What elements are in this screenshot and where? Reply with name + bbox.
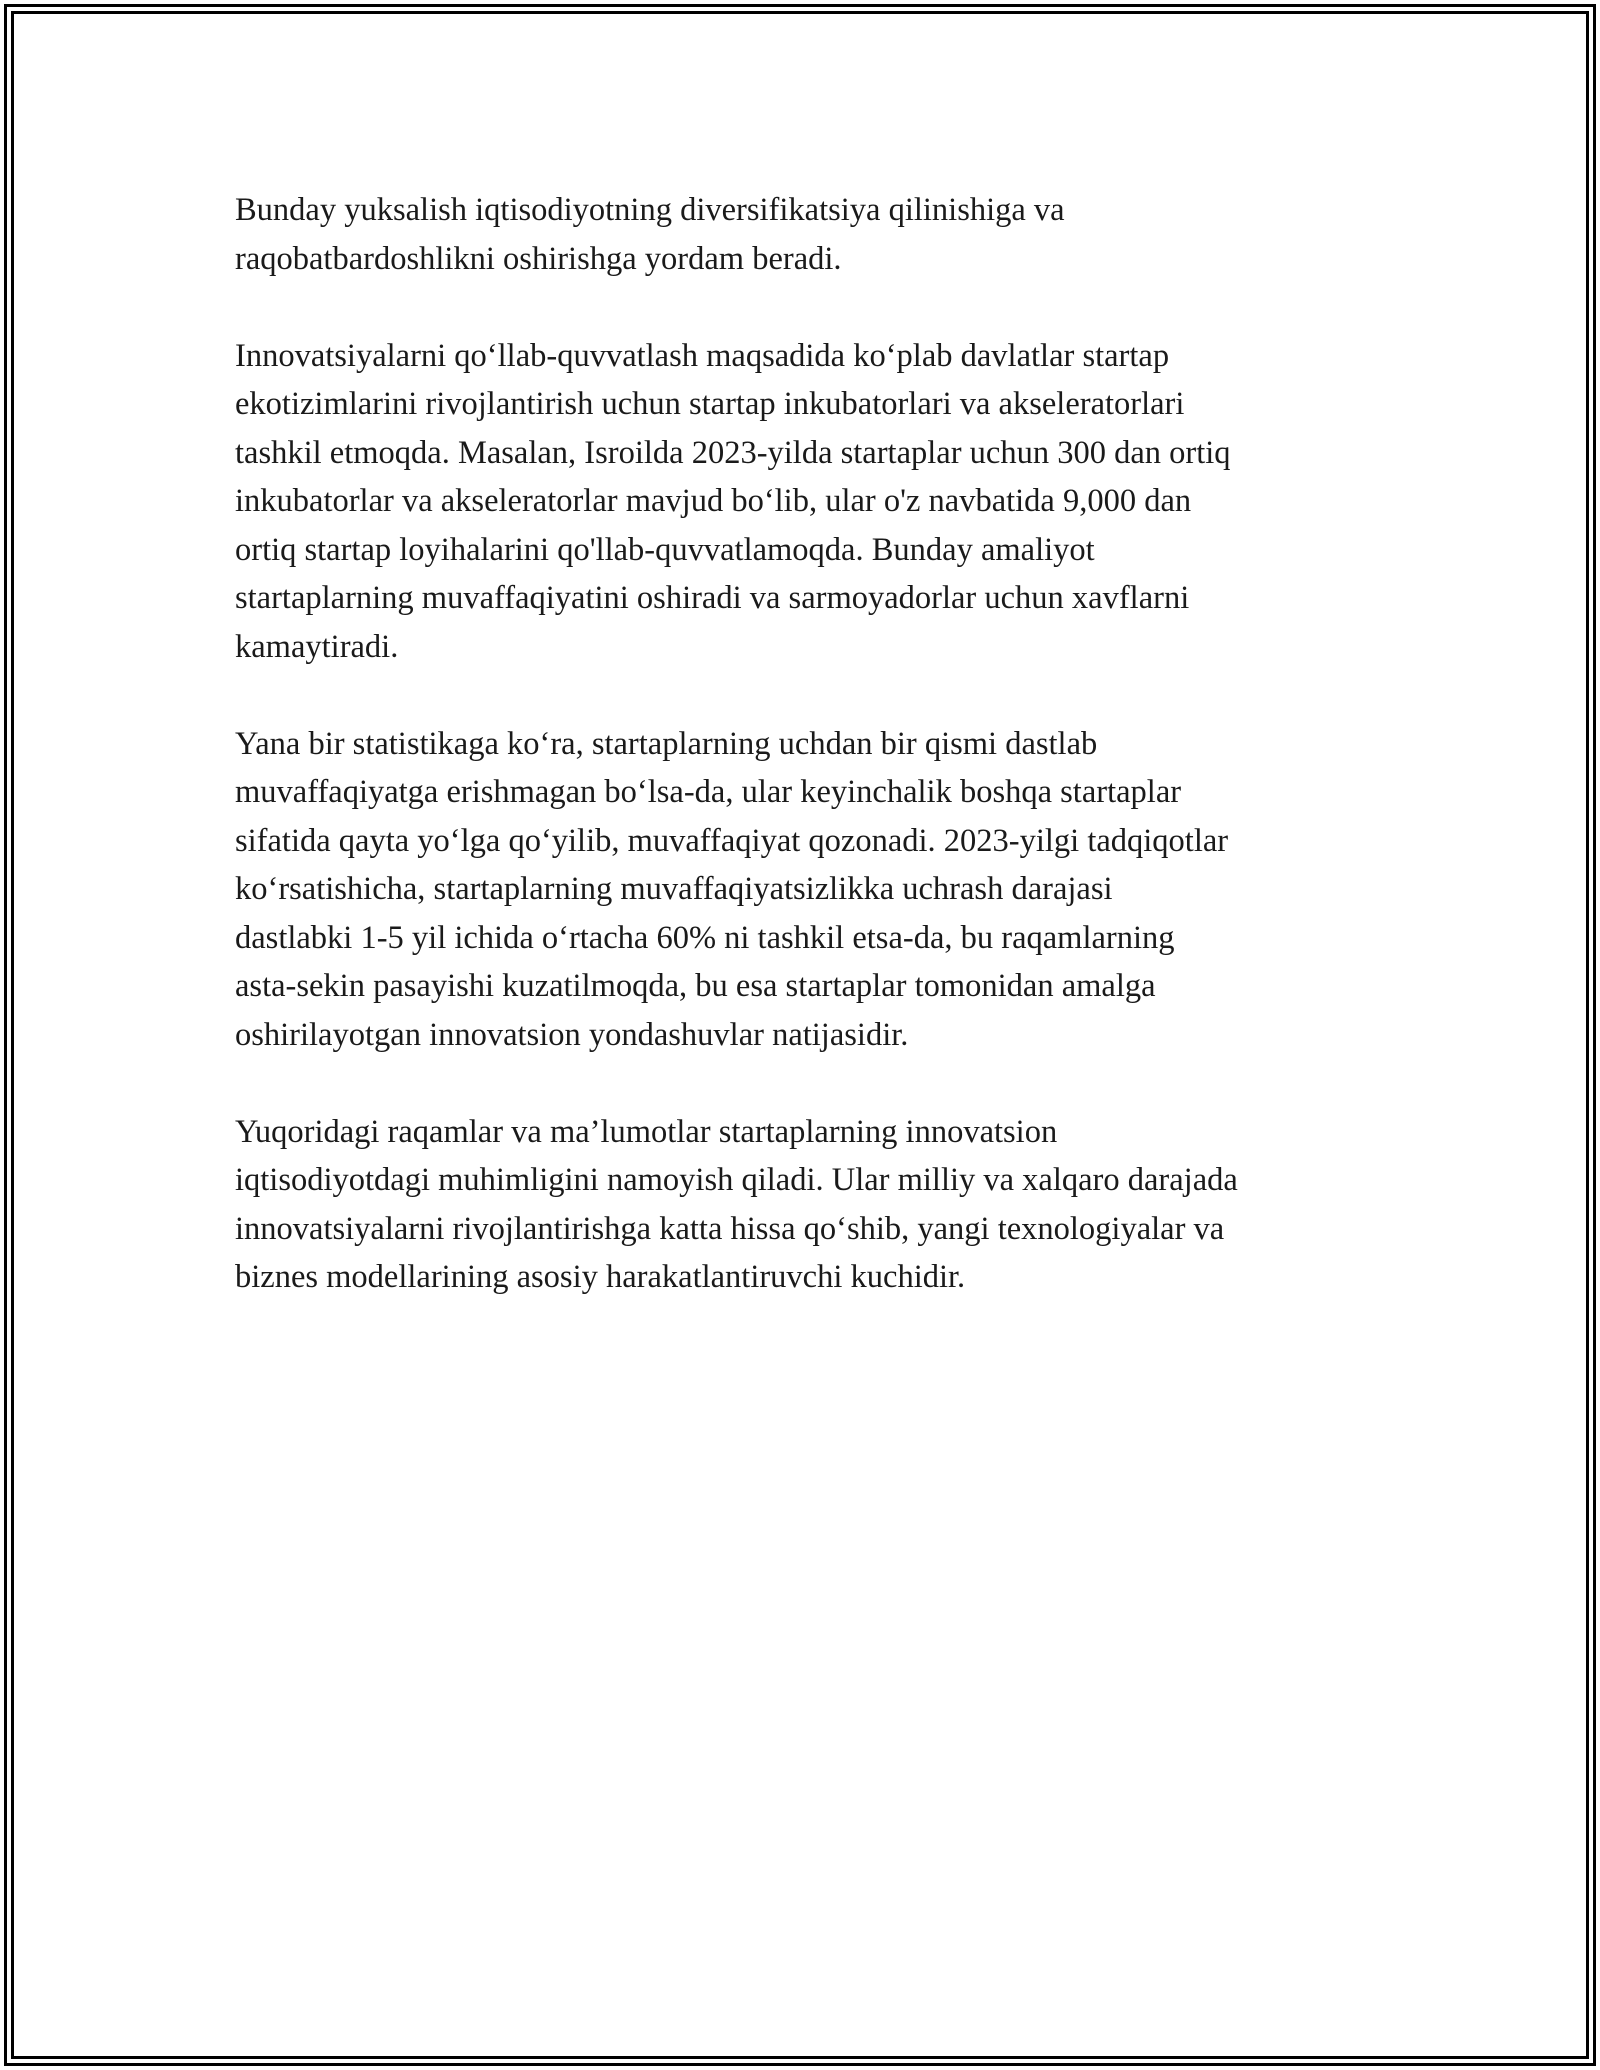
paragraph-1: Bunday yuksalish iqtisodiyotning diversifikatsiya qilinishiga va raqobatbardoshlikni oshirishga yordam beradi.: [235, 192, 1065, 277]
paragraph-3: Yana bir statistikaga ko‘ra, startaplarning uchdan bir qismi dastlab muvaffaqiyatga erishmagan bo‘lsa-da, ular keyinchalik boshqa startaplar sifatida qayta yo‘lga qo‘yilib, muvaffaqiyat qozonadi. 2023-yilgi tadqiqotlar ko‘rsatishicha, startaplarning muvaffaqiyatsizlikka uchrash darajasi dastlabki 1-5 yil ichida o‘rtacha 60% ni tashkil etsa-da, bu raqamlarning asta-sekin pasayishi kuzatilmoqda, bu esa startaplar tomonidan amalga oshirilayotgan innovatsion yondashuvlar natijasidir.: [235, 725, 1229, 1053]
paragraph-4: Yuqoridagi raqamlar va ma’lumotlar startaplarning innovatsion iqtisodiyotdagi muhimligini namoyish qiladi. Ular milliy va xalqaro darajada innovatsiyalarni rivojlantirishga katta hissa qo‘shib, yangi texnologiyalar va biznes modellarining asosiy harakatlantiruvchi kuchidir.: [235, 1113, 1238, 1295]
document-body: [235, 186, 1395, 1350]
paragraph-2: Innovatsiyalarni qo‘llab-quvvatlash maqsadida ko‘plab davlatlar startap ekotizimlarini rivojlantirish uchun startap inkubatorlari va akseleratorlari tashkil etmoqda. Masalan, Isroilda 2023-yilda startaplar uchun 300 dan ortiq inkubatorlar va akseleratorlar mavjud bo‘lib, ular o'z navbatida 9,000 dan ortiq startap loyihalarini qo'llab-quvvatlamoqda. Bunday amaliyot startaplarning muvaffaqiyatini oshiradi va sarmoyadorlar uchun xavflarni kamaytiradi.: [235, 337, 1231, 665]
